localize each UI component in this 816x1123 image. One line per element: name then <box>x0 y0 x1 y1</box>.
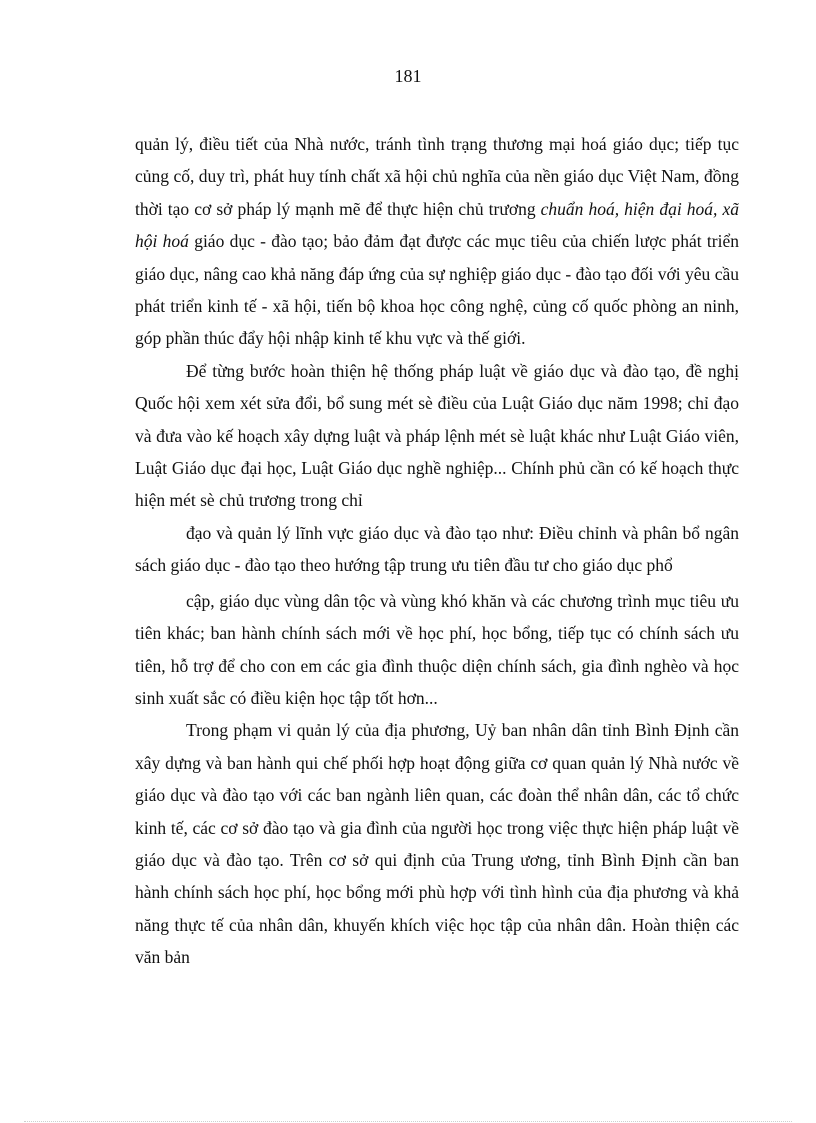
emphasized-phrase: chuẩn hoá, hiện đại hoá, xã hội hoá <box>135 198 739 252</box>
paragraph-text: quản lý, điều tiết của Nhà nước, tránh tình trạng thương mại hoá giáo dục; tiếp tục củng cố, duy trì, phát huy tính chất xã hội chủ nghĩa của nền giáo dục Việt Nam, đồng thời tạo cơ sở pháp lý mạnh mẽ để thực hiện chủ trương <box>135 134 739 219</box>
paragraph-legal-framework: Để từng bước hoàn thiện hệ thống pháp luật về giáo dục và đào tạo, đề nghị Quốc hội xem xét sửa đổi, bổ sung mét sè điều của Luật Giáo dục năm 1998; chỉ đạo và đưa vào kế hoạch xây dựng luật và pháp lệnh mét sè luật khác như Luật Giáo viên, Luật Giáo dục đại học, Luật Giáo dục nghề nghiệp... Chính phủ cần có kế hoạch thực hiện mét sè chủ trương trong chỉ <box>135 360 739 511</box>
paragraph-text: giáo dục - đào tạo; bảo đảm đạt được các mục tiêu của chiến lược phát triển giáo dục, nâng cao khả năng đáp ứng của sự nghiệp giáo dục - đào tạo đối với yêu cầu phát triển kinh tế - xã hội, tiến bộ khoa học công nghệ, củng cố quốc phòng an ninh, góp phần thúc đẩy hội nhập kinh tế khu vực và thế giới. <box>135 231 739 349</box>
paragraph-local-management: Trong phạm vi quản lý của địa phương, Uỷ ban nhân dân tỉnh Bình Định cần xây dựng và ban hành qui chế phối hợp hoạt động giữa cơ quan quản lý Nhà nước về giáo dục và đào tạo với các ban ngành liên quan, các đoàn thể nhân dân, các tổ chức kinh tế, các cơ sở đào tạo và gia đình của người học trong việc thực hiện pháp luật về giáo dục và đào tạo. Trên cơ sở qui định của Trung ương, tỉnh Bình Định cần ban hành chính sách học phí, học bổng mới phù hợp với tình hình của địa phương và khả năng thực tế của nhân dân, khuyến khích việc học tập của nhân dân. Hoàn thiện các văn bản <box>135 720 739 968</box>
page-bottom-divider <box>24 1121 792 1122</box>
paragraph-priority-programs: cập, giáo dục vùng dân tộc và vùng khó khăn và các chương trình mục tiêu ưu tiên khác; ban hành chính sách mới về học phí, học bổng, tiếp tục có chính sách ưu tiên, hỗ trợ để cho con em các gia đình thuộc diện chính sách, gia đình nghèo và học sinh xuất sắc có điều kiện học tập tốt hơn... <box>135 590 739 708</box>
page-number: 181 <box>394 66 422 86</box>
paragraph-budget-direction: đạo và quản lý lĩnh vực giáo dục và đào tạo như: Điều chỉnh và phân bổ ngân sách giáo dục - đào tạo theo hướng tập trung ưu tiên đầu tư cho giáo dục phổ <box>135 522 739 576</box>
document-body <box>135 128 739 974</box>
paragraph-policy-continuation <box>135 128 739 355</box>
